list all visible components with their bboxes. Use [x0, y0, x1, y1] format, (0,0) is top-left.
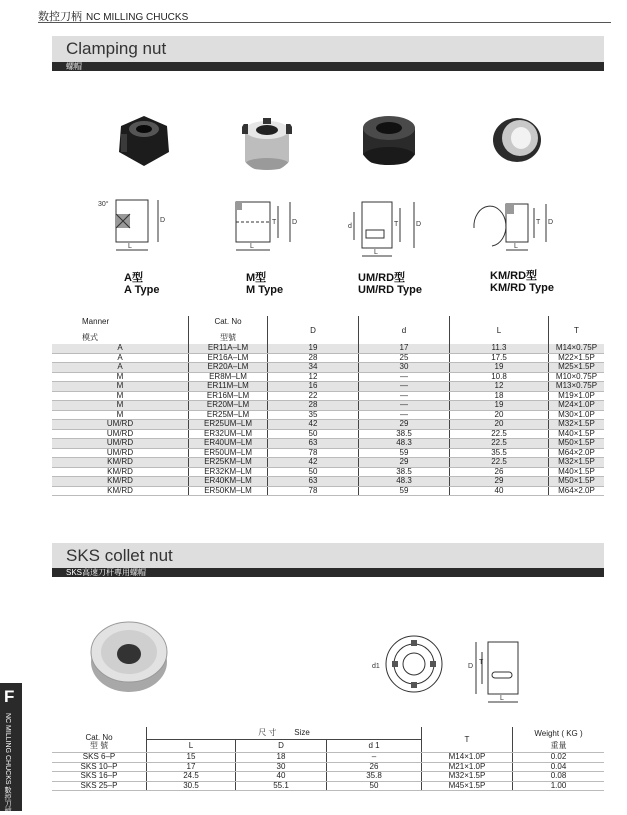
sks-cell: SKS 16–P — [52, 772, 147, 782]
clamping-nut-table — [52, 316, 604, 496]
clamping-nut-cell: — — [359, 382, 450, 392]
header-rule — [38, 22, 611, 23]
clamping-nut-cell: M14×0.75P — [549, 344, 605, 353]
clamping-nut-cell: M — [52, 391, 189, 401]
d-label-m: D — [292, 219, 298, 226]
clamping-nut-cell: 22.5 — [450, 439, 549, 449]
sks-cell: 0.02 — [513, 753, 605, 763]
um-rd-nut-photo — [358, 108, 420, 168]
clamping-nut-cell: 25 — [359, 353, 450, 363]
clamping-nut-cell: 34 — [268, 363, 359, 373]
l-label-a: L — [128, 243, 132, 250]
clamping-nut-cell: 35 — [268, 410, 359, 420]
clamping-nut-cell: 19 — [450, 401, 549, 411]
t-label-km: T — [536, 219, 541, 226]
sks-cell: – — [327, 753, 422, 763]
sks-cell: 17 — [147, 762, 236, 772]
clamping-nut-row — [52, 344, 604, 353]
l-label-m: L — [250, 243, 254, 250]
t-label-um: T — [394, 221, 399, 228]
sks-side-drawing — [468, 636, 528, 706]
m-type-nut-photo — [238, 112, 296, 172]
clamping-nut-cell: 63 — [268, 477, 359, 487]
clamping-nut-cell: A — [52, 344, 189, 353]
sks-cell: M21×1.0P — [422, 762, 513, 772]
type-m-zh: M型 — [246, 272, 267, 284]
side-tab — [0, 683, 22, 815]
d-label-km: D — [548, 219, 554, 226]
d-label-sks: D — [468, 663, 474, 670]
clamping-nut-cell: ER16A–LM — [189, 353, 268, 363]
clamping-nut-cell: 18 — [450, 391, 549, 401]
clamping-nut-cell: ER11M–LM — [189, 382, 268, 392]
clamping-nut-cell: 38.5 — [359, 429, 450, 439]
clamping-nut-cell: 17.5 — [450, 353, 549, 363]
section2-title-band — [52, 543, 604, 569]
um-rd-drawing — [348, 196, 426, 260]
clamping-nut-cell: M30×1.0P — [549, 410, 605, 420]
clamping-nut-cell: M64×2.0P — [549, 448, 605, 458]
clamping-nut-cell: M22×1.5P — [549, 353, 605, 363]
sks-front-drawing — [372, 632, 444, 696]
clamping-nut-cell: 38.5 — [359, 467, 450, 477]
clamping-nut-row — [52, 353, 604, 363]
sks-cell: SKS 10–P — [52, 762, 147, 772]
a-type-nut-photo — [113, 112, 175, 170]
clamping-nut-cell: ER16M–LM — [189, 391, 268, 401]
sks-cell: M45×1.5P — [422, 781, 513, 791]
clamping-nut-cell: 28 — [268, 401, 359, 411]
type-a-en: A Type — [124, 284, 160, 296]
clamping-nut-cell: M13×0.75P — [549, 382, 605, 392]
sks-row — [52, 753, 604, 763]
type-km-zh: KM/RD型 — [490, 270, 538, 282]
clamping-nut-cell: 20 — [450, 410, 549, 420]
clamping-nut-cell: 12 — [268, 372, 359, 382]
clamping-nut-cell: KM/RD — [52, 458, 189, 468]
d-label-a: D — [160, 217, 166, 224]
sks-col-weight: Weight ( KG ) 重量 — [513, 727, 605, 753]
sks-table — [52, 727, 604, 791]
type-um-zh: UM/RD型 — [358, 272, 406, 284]
clamping-nut-cell: 22.5 — [450, 458, 549, 468]
clamping-nut-cell: 59 — [359, 486, 450, 496]
clamping-nut-row — [52, 477, 604, 487]
clamping-nut-cell: ER25UM–LM — [189, 420, 268, 430]
clamping-nut-cell: 63 — [268, 439, 359, 449]
clamping-nut-cell: M32×1.5P — [549, 420, 605, 430]
clamping-nut-row — [52, 363, 604, 373]
clamping-nut-cell: 35.5 — [450, 448, 549, 458]
clamping-nut-row — [52, 448, 604, 458]
clamping-nut-cell: 29 — [359, 420, 450, 430]
type-km-en: KM/RD Type — [490, 282, 554, 294]
clamping-nut-cell: 22 — [268, 391, 359, 401]
clamping-nut-cell: ER40UM–LM — [189, 439, 268, 449]
clamping-nut-cell: UM/RD — [52, 448, 189, 458]
clamping-nut-cell: 59 — [359, 448, 450, 458]
clamping-nut-cell: 48.3 — [359, 439, 450, 449]
clamping-nut-cell: 78 — [268, 448, 359, 458]
type-m-en: M Type — [246, 284, 284, 296]
clamping-nut-cell: ER50UM–LM — [189, 448, 268, 458]
clamping-nut-cell: — — [359, 372, 450, 382]
col-T: T — [549, 316, 605, 344]
sks-cell: 30.5 — [147, 781, 236, 791]
clamping-nut-cell: ER20A–LM — [189, 363, 268, 373]
col-manner: Manner 模式 — [82, 317, 110, 342]
sks-cell: 15 — [147, 753, 236, 763]
col-L: L — [450, 316, 549, 344]
clamping-nut-cell: KM/RD — [52, 486, 189, 496]
col-d: d — [359, 316, 450, 344]
clamping-nut-cell: A — [52, 363, 189, 373]
clamping-nut-cell: 42 — [268, 420, 359, 430]
sks-cell: 30 — [236, 762, 327, 772]
clamping-nut-cell: — — [359, 401, 450, 411]
side-tab-letter: F — [4, 687, 15, 706]
clamping-nut-cell: M10×0.75P — [549, 372, 605, 382]
clamping-nut-cell: ER32KM–LM — [189, 467, 268, 477]
sks-cell: 50 — [327, 781, 422, 791]
sks-cell: 35.8 — [327, 772, 422, 782]
clamping-nut-cell: M — [52, 372, 189, 382]
type-um-en: UM/RD Type — [358, 284, 422, 296]
clamping-nut-cell: 50 — [268, 467, 359, 477]
l-label-um: L — [374, 249, 378, 256]
sks-row — [52, 762, 604, 772]
type-label-a — [124, 272, 159, 296]
sks-cell: 0.04 — [513, 762, 605, 772]
clamping-nut-cell: 16 — [268, 382, 359, 392]
type-label-km-rd — [490, 270, 554, 294]
type-a-zh: A型 — [124, 272, 143, 284]
clamping-nut-cell: M50×1.5P — [549, 439, 605, 449]
sks-cell: 26 — [327, 762, 422, 772]
section-subtitle: 螺帽 — [66, 62, 82, 71]
clamping-nut-cell: M25×1.5P — [549, 363, 605, 373]
sks-col-T: T — [422, 727, 513, 753]
clamping-nut-cell: ER25M–LM — [189, 410, 268, 420]
sks-col-L: L — [147, 740, 236, 753]
header-english: NC MILLING CHUCKS — [86, 12, 189, 23]
clamping-nut-cell: M64×2.0P — [549, 486, 605, 496]
clamping-nut-cell: 78 — [268, 486, 359, 496]
section2-subtitle-bar — [52, 568, 604, 577]
clamping-nut-cell: 26 — [450, 467, 549, 477]
clamping-nut-row — [52, 420, 604, 430]
clamping-nut-row — [52, 439, 604, 449]
a-type-drawing — [98, 194, 168, 256]
col-D: D — [268, 316, 359, 344]
sks-cell: 18 — [236, 753, 327, 763]
section-title-band — [52, 36, 604, 62]
clamping-nut-cell: 29 — [359, 458, 450, 468]
sks-col-size: 尺 寸 Size — [147, 727, 422, 740]
km-rd-drawing — [468, 198, 554, 256]
clamping-nut-cell: KM/RD — [52, 467, 189, 477]
d-label-small: d — [348, 223, 352, 230]
clamping-nut-cell: ER25KM–LM — [189, 458, 268, 468]
m-type-drawing — [228, 196, 300, 256]
clamping-nut-cell: A — [52, 353, 189, 363]
clamping-nut-cell: ER20M–LM — [189, 401, 268, 411]
clamping-nut-cell: ER32UM–LM — [189, 429, 268, 439]
clamping-nut-cell: M40×1.5P — [549, 429, 605, 439]
sks-cell: 55.1 — [236, 781, 327, 791]
clamping-nut-rows — [52, 344, 604, 496]
section-title: Clamping nut — [66, 39, 167, 58]
sks-cell: 0.08 — [513, 772, 605, 782]
clamping-nut-cell: UM/RD — [52, 439, 189, 449]
sks-row — [52, 772, 604, 782]
clamping-nut-cell: M24×1.0P — [549, 401, 605, 411]
sks-row — [52, 781, 604, 791]
l-label-sks: L — [500, 695, 504, 702]
clamping-nut-cell: UM/RD — [52, 429, 189, 439]
sks-col-D: D — [236, 740, 327, 753]
clamping-nut-cell: ER50KM–LM — [189, 486, 268, 496]
clamping-nut-cell: M19×1.0P — [549, 391, 605, 401]
type-label-m — [246, 272, 283, 296]
d1-label: d1 — [372, 663, 380, 670]
km-rd-nut-photo — [488, 114, 546, 166]
section-subtitle-bar — [52, 62, 604, 71]
clamping-nut-cell: 40 — [450, 486, 549, 496]
d-label-um: D — [416, 221, 422, 228]
clamping-nut-cell: 12 — [450, 382, 549, 392]
clamping-nut-row — [52, 401, 604, 411]
clamping-nut-row — [52, 382, 604, 392]
clamping-nut-cell: M50×1.5P — [549, 477, 605, 487]
clamping-nut-row — [52, 391, 604, 401]
clamping-nut-cell: KM/RD — [52, 477, 189, 487]
sks-cell: 40 — [236, 772, 327, 782]
clamping-nut-row — [52, 410, 604, 420]
clamping-nut-cell: UM/RD — [52, 420, 189, 430]
clamping-nut-cell: 19 — [268, 344, 359, 353]
clamping-nut-cell: M32×1.5P — [549, 458, 605, 468]
clamping-nut-cell: 48.3 — [359, 477, 450, 487]
sks-nut-photo — [88, 614, 170, 696]
clamping-nut-row — [52, 458, 604, 468]
sks-cell: SKS 25–P — [52, 781, 147, 791]
clamping-nut-cell: M40×1.5P — [549, 467, 605, 477]
clamping-nut-cell: M — [52, 401, 189, 411]
clamping-nut-cell: — — [359, 391, 450, 401]
type-label-um-rd — [358, 272, 422, 296]
sks-cell: SKS 6–P — [52, 753, 147, 763]
angle-label: 30° — [98, 201, 109, 208]
clamping-nut-cell: ER40KM–LM — [189, 477, 268, 487]
sks-cell: 1.00 — [513, 781, 605, 791]
clamping-nut-row — [52, 429, 604, 439]
clamping-nut-cell: 42 — [268, 458, 359, 468]
clamping-nut-cell: 30 — [359, 363, 450, 373]
clamping-nut-row — [52, 372, 604, 382]
side-tab-text: NC MILLING CHUCKS 數控刀柄 — [4, 713, 11, 815]
clamping-nut-cell: M — [52, 410, 189, 420]
clamping-nut-cell: 20 — [450, 420, 549, 430]
l-label-km: L — [514, 243, 518, 250]
clamping-nut-cell: 19 — [450, 363, 549, 373]
clamping-nut-cell: 11.3 — [450, 344, 549, 353]
col-catno: Cat. No 型號 — [189, 316, 268, 344]
clamping-nut-cell: — — [359, 410, 450, 420]
clamping-nut-cell: 17 — [359, 344, 450, 353]
clamping-nut-row — [52, 467, 604, 477]
section2-subtitle: SKS高速刀杆專用螺帽 — [66, 568, 147, 577]
clamping-nut-cell: M — [52, 382, 189, 392]
clamping-nut-cell: 50 — [268, 429, 359, 439]
header-chinese: 数控刀柄 — [38, 11, 82, 23]
clamping-nut-cell: ER8M–LM — [189, 372, 268, 382]
clamping-nut-cell: 29 — [450, 477, 549, 487]
clamping-nut-cell: 22.5 — [450, 429, 549, 439]
section2-title: SKS collet nut — [66, 546, 173, 565]
clamping-nut-cell: ER11A–LM — [189, 344, 268, 353]
sks-col-d1: d 1 — [327, 740, 422, 753]
sks-cell: 24.5 — [147, 772, 236, 782]
sks-col-catno: Cat. No 型 號 — [52, 727, 147, 753]
sks-rows — [52, 753, 604, 791]
t-label-sks: T — [479, 659, 484, 666]
t-label-m: T — [272, 219, 277, 226]
clamping-nut-cell: 10.8 — [450, 372, 549, 382]
clamping-nut-cell: 28 — [268, 353, 359, 363]
sks-cell: M14×1.0P — [422, 753, 513, 763]
sks-cell: M32×1.5P — [422, 772, 513, 782]
clamping-nut-row — [52, 486, 604, 496]
